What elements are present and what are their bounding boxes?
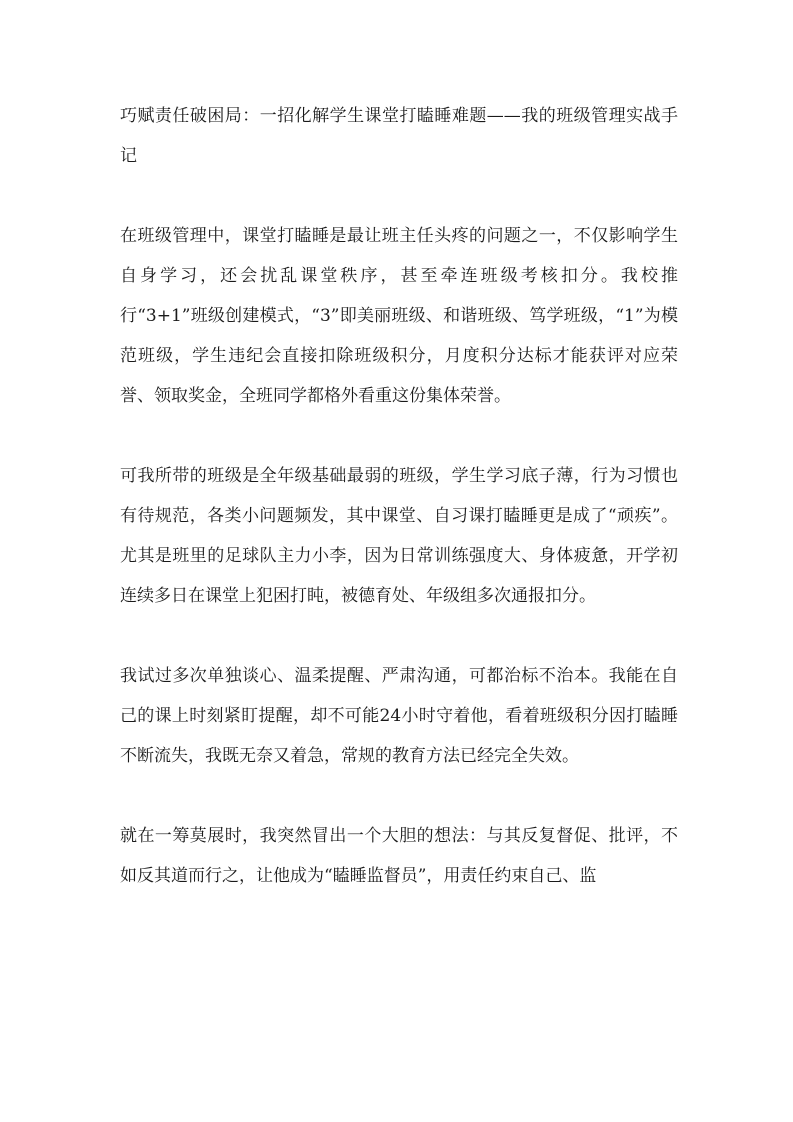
paragraph-1: 在班级管理中，课堂打瞌睡是最让班主任头疼的问题之一，不仅影响学生自身学习，还会扰乱课堂秩序，甚至牵连班级考核扣分。我校推行“3+1”班级创建模式，“3”即美丽班级、和谐班级、笃学班级，“1”为模范班级，学生违纪会直接扣除班级积分，月度积分达标才能获评对应荣誉、领取奖金，全班同学都格外看重这份集体荣誉。 xyxy=(120,226,678,406)
document-title: 巧赋责任破困局：一招化解学生课堂打瞌睡难题——我的班级管理实战手记 xyxy=(120,106,678,166)
paragraph-4: 就在一筹莫展时，我突然冒出一个大胆的想法：与其反复督促、批评，不如反其道而行之，让他成为“瞌睡监督员”，用责任约束自己、监 xyxy=(120,826,678,886)
document-page xyxy=(120,96,678,936)
paragraph-3: 我试过多次单独谈心、温柔提醒、严肃沟通，可都治标不治本。我能在自己的课上时刻紧盯提醒，却不可能24小时守着他，看着班级积分因打瞌睡不断流失，我既无奈又着急，常规的教育方法已经完全失效。 xyxy=(120,666,678,766)
paragraph-2: 可我所带的班级是全年级基础最弱的班级，学生学习底子薄，行为习惯也有待规范，各类小问题频发，其中课堂、自习课打瞌睡更是成了“顽疾”。尤其是班里的足球队主力小李，因为日常训练强度大、身体疲惫，开学初连续多日在课堂上犯困打盹，被德育处、年级组多次通报扣分。 xyxy=(120,466,678,606)
